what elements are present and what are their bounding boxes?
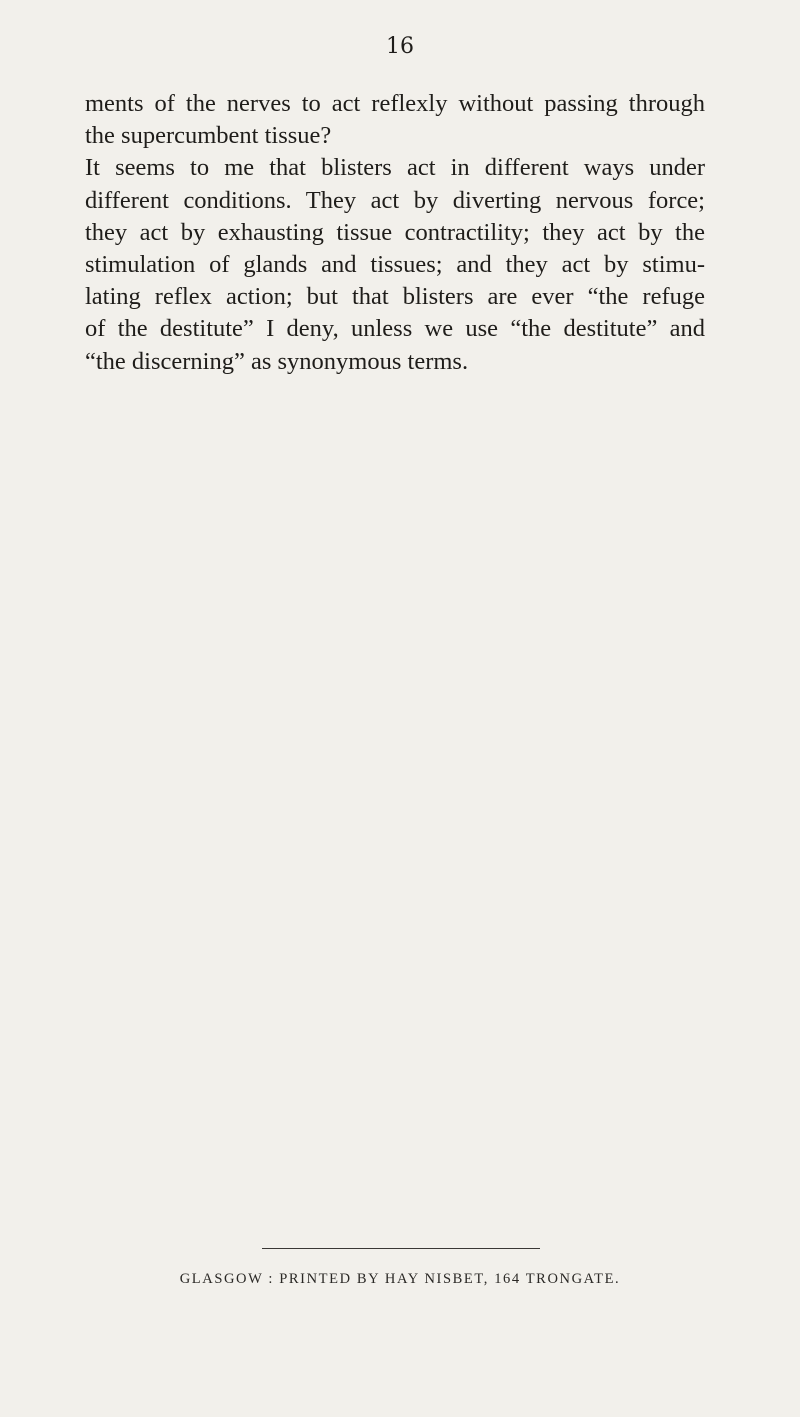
text-line: they act by exhausting tissue contractility; they act by the <box>85 218 705 246</box>
body-text <box>85 88 705 378</box>
text-line: “the discerning” as synonymous terms. <box>85 347 469 375</box>
text-line: of the destitute” I deny, unless we use “the destitute” and <box>85 315 705 343</box>
imprint-rule <box>262 1248 540 1249</box>
text-line: the supercumbent tissue? <box>85 122 332 150</box>
page-number: 16 <box>386 34 414 59</box>
text-line: stimulation of glands and tissues; and they act by stimu- <box>85 251 705 279</box>
text-line: different conditions. They act by diverting nervous force; <box>85 186 705 214</box>
text-line: lating reflex action; but that blisters are ever “the refuge <box>85 283 705 311</box>
text-line: ments of the nerves to act reflexly without passing through <box>85 90 705 117</box>
text-line: It seems to me that blisters act in different ways under <box>85 154 705 182</box>
printer-imprint: GLASGOW : PRINTED BY HAY NISBET, 164 TRONGATE. <box>179 1271 621 1287</box>
